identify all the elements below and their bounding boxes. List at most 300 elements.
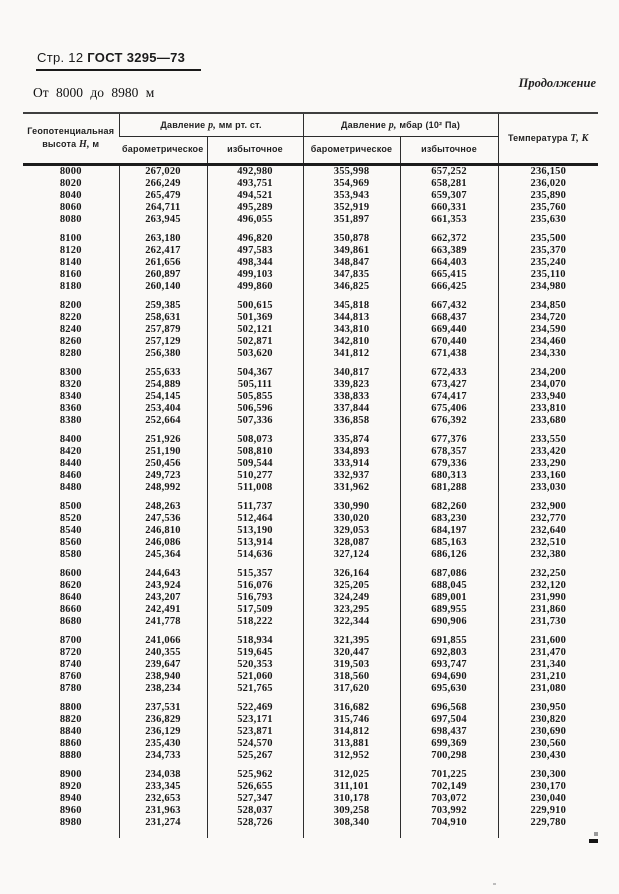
table-cell: 233,290 [498,458,598,470]
table-row [23,458,598,470]
table-cell: 697,504 [400,714,498,726]
table-cell: 248,992 [119,482,207,494]
table-cell: 243,207 [119,592,207,604]
block-gap [23,427,598,434]
table-cell: 250,456 [119,458,207,470]
table-cell: 232,900 [498,501,598,513]
table-cell: 8820 [59,714,82,725]
table-cell: 526,655 [207,781,303,793]
spacer-cell [303,561,400,568]
table-cell: 324,249 [303,592,400,604]
table-cell: 8140 [59,257,82,268]
table-cell: 232,120 [498,580,598,592]
table-cell: 691,855 [400,635,498,647]
table-cell: 8800 [59,702,82,713]
table-cell: 235,630 [498,214,598,226]
table-cell: 263,945 [119,214,207,226]
table-tail [23,829,598,838]
table-cell: 525,962 [207,769,303,781]
table-cell: 234,720 [498,312,598,324]
table-row [23,367,598,379]
spacer-cell [400,561,498,568]
table-cell: 702,149 [400,781,498,793]
table-cell: 335,874 [303,434,400,446]
table-cell: 248,263 [119,501,207,513]
spacer-cell [303,226,400,233]
table-cell: 238,234 [119,683,207,695]
table-row [23,281,598,293]
table-cell: 513,914 [207,537,303,549]
col-header-temperature: Температура Т, К [498,113,598,165]
spacer-cell [400,360,498,367]
table-row [23,312,598,324]
table-cell: 233,030 [498,482,598,494]
table-cell: 8360 [59,403,82,414]
table-cell: 8980 [59,817,82,828]
table-cell: 505,855 [207,391,303,403]
table-cell: 231,210 [498,671,598,683]
table-cell: 242,491 [119,604,207,616]
table-cell: 519,645 [207,647,303,659]
col-group-pressure-mm: Давление р, мм рт. ст. [119,113,303,137]
table-cell: 678,357 [400,446,498,458]
table-cell: 240,355 [119,647,207,659]
block-gap [23,695,598,702]
table-cell: 332,937 [303,470,400,482]
table-cell: 235,240 [498,257,598,269]
table-cell: 506,596 [207,403,303,415]
table-row [23,647,598,659]
table-cell: 8480 [59,482,82,493]
table-cell: 249,723 [119,470,207,482]
table-cell: 501,369 [207,312,303,324]
table-row [23,178,598,190]
table-cell: 495,289 [207,202,303,214]
table-cell: 8540 [59,525,82,536]
table-cell: 257,879 [119,324,207,336]
table-cell: 499,103 [207,269,303,281]
table-cell: 8100 [59,233,82,244]
spacer-cell [119,427,207,434]
table-cell: 234,038 [119,769,207,781]
table-cell: 230,170 [498,781,598,793]
table-row [23,580,598,592]
table-cell: 312,952 [303,750,400,762]
spacer-cell [400,762,498,769]
table-cell: 8280 [59,348,82,359]
spacer-cell [303,494,400,501]
table-cell: 231,274 [119,817,207,829]
table-cell: 338,833 [303,391,400,403]
spacer-cell [119,226,207,233]
table-cell: 257,129 [119,336,207,348]
table-cell: 259,385 [119,300,207,312]
table-cell: 233,810 [498,403,598,415]
spacer-cell [119,494,207,501]
table-row [23,501,598,513]
table-cell: 235,500 [498,233,598,245]
table-cell: 8080 [59,214,82,225]
table-cell: 8500 [59,501,82,512]
table-cell: 230,040 [498,793,598,805]
ink-artifact [594,832,598,836]
table-cell: 667,432 [400,300,498,312]
table-cell: 515,357 [207,568,303,580]
ink-artifact [589,839,598,843]
table-cell: 327,124 [303,549,400,561]
spacer-cell [498,226,598,233]
table-cell: 681,288 [400,482,498,494]
table-cell: 660,331 [400,202,498,214]
table-cell: 231,860 [498,604,598,616]
table-cell: 8260 [59,336,82,347]
table-cell: 687,086 [400,568,498,580]
table-row [23,702,598,714]
spacer-cell [303,829,400,838]
table-cell: 704,910 [400,817,498,829]
table-cell: 342,810 [303,336,400,348]
table-cell: 231,990 [498,592,598,604]
table-cell: 319,503 [303,659,400,671]
table-cell: 352,919 [303,202,400,214]
table-cell: 699,369 [400,738,498,750]
table-cell: 528,037 [207,805,303,817]
table-cell: 312,025 [303,769,400,781]
table-cell: 514,636 [207,549,303,561]
block-gap [23,494,598,501]
table-cell: 523,171 [207,714,303,726]
table-cell: 231,600 [498,635,598,647]
table-cell: 330,020 [303,513,400,525]
table-cell: 235,370 [498,245,598,257]
table-cell: 345,818 [303,300,400,312]
spacer-cell [498,695,598,702]
table-cell: 236,150 [498,165,598,179]
table-row [23,592,598,604]
table-cell: 8640 [59,592,82,603]
table-cell: 260,140 [119,281,207,293]
table-cell: 264,711 [119,202,207,214]
table-cell: 698,437 [400,726,498,738]
table-cell: 311,101 [303,781,400,793]
table-cell: 692,803 [400,647,498,659]
table-cell: 262,417 [119,245,207,257]
table-cell: 518,222 [207,616,303,628]
spacer-cell [498,561,598,568]
table-cell: 245,364 [119,549,207,561]
table-row [23,714,598,726]
table-cell: 8340 [59,391,82,402]
table-row [23,568,598,580]
table-cell: 682,260 [400,501,498,513]
table-cell: 669,440 [400,324,498,336]
table-cell: 231,340 [498,659,598,671]
table-cell: 329,053 [303,525,400,537]
table-cell: 246,810 [119,525,207,537]
table-cell: 671,438 [400,348,498,360]
table-cell: 703,072 [400,793,498,805]
table-cell: 231,730 [498,616,598,628]
table-cell: 235,890 [498,190,598,202]
col-header-mbar-excess: избыточное [400,137,498,165]
table-row [23,233,598,245]
table-cell: 516,793 [207,592,303,604]
table-cell: 238,940 [119,671,207,683]
table-cell: 243,924 [119,580,207,592]
spacer-cell [498,762,598,769]
table-cell: 344,813 [303,312,400,324]
table-cell: 314,812 [303,726,400,738]
table-cell: 690,906 [400,616,498,628]
table-cell: 233,160 [498,470,598,482]
page-header [36,50,201,71]
spacer-cell [498,628,598,635]
table-cell: 337,844 [303,403,400,415]
table-row [23,470,598,482]
spacer-cell [303,695,400,702]
table-cell: 8160 [59,269,82,280]
table-cell: 527,347 [207,793,303,805]
table-cell: 499,860 [207,281,303,293]
block-gap [23,561,598,568]
table-cell: 234,733 [119,750,207,762]
table-cell: 657,252 [400,165,498,179]
spacer-cell [23,829,119,838]
spacer-cell [119,360,207,367]
table-row [23,549,598,561]
col-header-mm-barometric: барометрическое [122,144,204,155]
table-cell: 8380 [59,415,82,426]
table-cell: 8720 [59,647,82,658]
table-cell: 8840 [59,726,82,737]
table-cell: 322,344 [303,616,400,628]
table-cell: 229,910 [498,805,598,817]
table-cell: 233,345 [119,781,207,793]
spacer-cell [400,293,498,300]
table-row [23,659,598,671]
table-cell: 230,690 [498,726,598,738]
spacer-cell [119,829,207,838]
table-cell: 231,470 [498,647,598,659]
table-cell: 232,640 [498,525,598,537]
table-row [23,269,598,281]
table-cell: 498,344 [207,257,303,269]
table-row [23,415,598,427]
spacer-cell [207,494,303,501]
table-cell: 239,647 [119,659,207,671]
table-cell: 492,980 [207,165,303,179]
spacer-cell [498,829,598,838]
table-cell: 246,086 [119,537,207,549]
table-cell: 8680 [59,616,82,627]
table-cell: 8960 [59,805,82,816]
spacer-cell [303,360,400,367]
table-cell: 233,680 [498,415,598,427]
table-cell: 234,590 [498,324,598,336]
table-cell: 689,955 [400,604,498,616]
table-row [23,604,598,616]
table-row [23,300,598,312]
block-gap [23,293,598,300]
table-cell: 8760 [59,671,82,682]
spacer-cell [400,226,498,233]
table-cell: 234,460 [498,336,598,348]
table-cell: 234,070 [498,379,598,391]
table-row [23,324,598,336]
table-cell: 247,536 [119,513,207,525]
spacer-cell [119,762,207,769]
table-cell: 230,950 [498,702,598,714]
table-cell: 326,164 [303,568,400,580]
table-cell: 328,087 [303,537,400,549]
table-cell: 674,417 [400,391,498,403]
spacer-cell [400,427,498,434]
table-cell: 256,380 [119,348,207,360]
table-row [23,513,598,525]
table-cell: 354,969 [303,178,400,190]
spacer-cell [207,628,303,635]
table-cell: 8900 [59,769,82,780]
table-cell: 695,630 [400,683,498,695]
table-cell: 684,197 [400,525,498,537]
table-cell: 511,737 [207,501,303,513]
table-cell: 8660 [59,604,82,615]
table-cell: 8860 [59,738,82,749]
table-cell: 8560 [59,537,82,548]
table-cell: 517,509 [207,604,303,616]
table-cell: 232,653 [119,793,207,805]
table-cell: 665,415 [400,269,498,281]
table-row [23,738,598,750]
spacer-cell [23,226,119,233]
table-cell: 330,990 [303,501,400,513]
table-cell: 334,893 [303,446,400,458]
table-cell: 233,940 [498,391,598,403]
table-row [23,671,598,683]
table-cell: 521,765 [207,683,303,695]
table-cell: 317,620 [303,683,400,695]
table-cell: 518,934 [207,635,303,647]
table-cell: 507,336 [207,415,303,427]
table-cell: 683,230 [400,513,498,525]
table-cell: 8520 [59,513,82,524]
table-cell: 508,073 [207,434,303,446]
table-cell: 230,560 [498,738,598,750]
table-cell: 236,129 [119,726,207,738]
table-cell: 8220 [59,312,82,323]
table-cell: 496,055 [207,214,303,226]
table-row [23,403,598,415]
table-cell: 8740 [59,659,82,670]
table-cell: 511,008 [207,482,303,494]
col-header-mbar-barometric: барометрическое [303,137,400,165]
table-row [23,793,598,805]
table-cell: 241,778 [119,616,207,628]
block-gap [23,628,598,635]
table-cell: 516,076 [207,580,303,592]
atmosphere-table [23,112,598,838]
table-cell: 251,190 [119,446,207,458]
spacer-cell [23,293,119,300]
table-cell: 502,121 [207,324,303,336]
table-cell: 672,433 [400,367,498,379]
table-cell: 8320 [59,379,82,390]
ink-artifact [493,883,496,885]
spacer-cell [498,293,598,300]
table-cell: 662,372 [400,233,498,245]
spacer-cell [23,360,119,367]
table-cell: 509,544 [207,458,303,470]
table-row [23,336,598,348]
table-cell: 8240 [59,324,82,335]
table-cell: 230,430 [498,750,598,762]
table-cell: 8940 [59,793,82,804]
table-cell: 689,001 [400,592,498,604]
table-cell: 8400 [59,434,82,445]
spacer-cell [207,360,303,367]
table-cell: 500,615 [207,300,303,312]
table-cell: 234,850 [498,300,598,312]
table-row [23,379,598,391]
table-cell: 670,440 [400,336,498,348]
spacer-cell [23,561,119,568]
table-cell: 236,020 [498,178,598,190]
table-cell: 686,126 [400,549,498,561]
table-cell: 255,633 [119,367,207,379]
continuation-label: Продолжение [518,76,596,90]
spacer-cell [207,762,303,769]
col-header-mm-excess: избыточное [207,137,303,165]
table-cell: 528,726 [207,817,303,829]
table-cell: 254,145 [119,391,207,403]
table-cell: 233,420 [498,446,598,458]
table-cell: 673,427 [400,379,498,391]
spacer-cell [303,762,400,769]
spacer-cell [303,628,400,635]
table-row [23,190,598,202]
table-cell: 235,760 [498,202,598,214]
table-cell: 241,066 [119,635,207,647]
table-cell: 679,336 [400,458,498,470]
spacer-cell [23,427,119,434]
spacer-cell [400,494,498,501]
table-cell: 346,825 [303,281,400,293]
spacer-cell [119,293,207,300]
table-cell: 8460 [59,470,82,481]
table-cell: 232,380 [498,549,598,561]
table-cell: 234,330 [498,348,598,360]
spacer-cell [303,427,400,434]
table-cell: 8620 [59,580,82,591]
spacer-cell [119,628,207,635]
table-cell: 231,080 [498,683,598,695]
table-cell: 676,392 [400,415,498,427]
table-cell: 309,258 [303,805,400,817]
table-cell: 310,178 [303,793,400,805]
table-cell: 8600 [59,568,82,579]
table-cell: 700,298 [400,750,498,762]
table-cell: 696,568 [400,702,498,714]
table-row [23,202,598,214]
table-cell: 8880 [59,750,82,761]
spacer-cell [23,762,119,769]
spacer-cell [498,427,598,434]
table-cell: 267,020 [119,165,207,179]
table-row [23,214,598,226]
table-cell: 313,881 [303,738,400,750]
table-cell: 261,656 [119,257,207,269]
table-cell: 677,376 [400,434,498,446]
